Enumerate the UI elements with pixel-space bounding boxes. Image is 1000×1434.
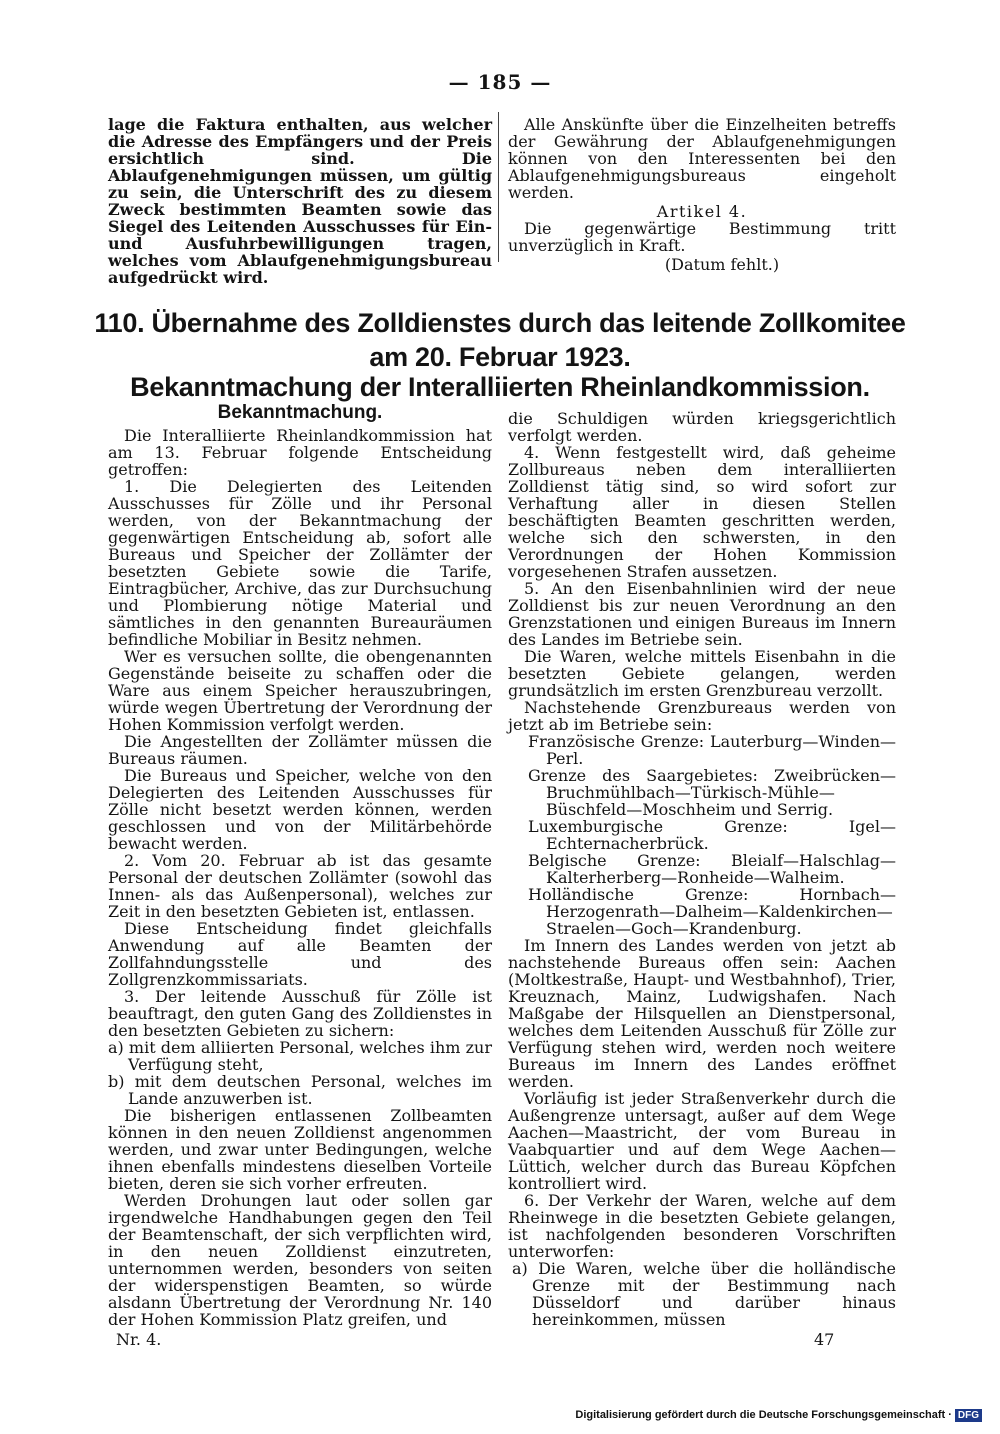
list-item: a) Die Waren, welche über die holländische Grenze mit der Bestimmung nach Düsseldorf und darüber hinaus hereinkommen, müssen bbox=[512, 1259, 896, 1329]
paragraph: 2. Vom 20. Februar ab ist das gesamte Personal der deutschen Zollämter (sowohl das Innen- als das Außenpersonal), welches zur Zeit in den besetzten Gebieten ist, entlassen. bbox=[108, 851, 492, 921]
paragraph: 1. Die Delegierten des Leitenden Ausschusses für Zölle und ihr Personal werden, von der Bekanntmachung der gegenwärtigen Entscheidung ab, sofort alle Bureaus und Speicher der Zollämter der besetzten Gebiete sowie die Tarife, Eintragbücher, Archive, das zur Durchsuchung und Plombierung nötige Material und sämtliches in den genannten Bureauräumen befindliche Mobiliar in Besitz nehmen. bbox=[108, 477, 492, 649]
border-station-entry: Französische Grenze: Lauterburg—Winden—Perl. bbox=[528, 732, 896, 768]
paragraph: Die bisherigen entlassenen Zollbeamten können in den neuen Zolldienst angenommen werden, und zwar unter Bedingungen, welche ihnen ebenfalls mindestens dieselben Vorteile bieten, deren sie sich vorher erfreuten. bbox=[108, 1106, 492, 1193]
paragraph: 3. Der leitende Ausschuß für Zölle ist beauftragt, den guten Gang des Zolldienstes in den besetzten Gebieten zu sichern: bbox=[108, 987, 492, 1040]
border-station-entry: Grenze des Saargebietes: Zweibrücken—Bruchmühlbach—Türkisch-Mühle—Büschfeld—Moschheim und Serrig. bbox=[528, 766, 896, 819]
credit-text: Digitalisierung gefördert durch die Deutsche Forschungsgemeinschaft · bbox=[575, 1409, 952, 1421]
paragraph: Wer es versuchen sollte, die obengenannten Gegenstände beiseite zu schaffen oder die Ware aus einem Speicher herauszubringen, würde wegen Übertretung der Verordnung der Hohen Kommission verfolgt werden. bbox=[108, 647, 492, 734]
column-divider bbox=[498, 112, 499, 262]
paragraph: die Schuldigen würden kriegsgerichtlich verfolgt werden. bbox=[508, 409, 896, 445]
paragraph: Vorläufig ist jeder Straßenverkehr durch die Außengrenze untersagt, außer auf dem Wege Aachen—Maastricht, der vom Bureau in Vaabquartier und auf dem Wege Aachen—Lüttich, welcher durch das Bureau Köpfchen kontrolliert wird. bbox=[508, 1089, 896, 1193]
paragraph: 4. Wenn festgestellt wird, daß geheime Zollbureaus neben dem interalliierten Zolldienst tätig sind, so wird sofort zur Verhaftung aller in diesen Stellen beschäftigten Beamten geschritten werden, welche sich den schwersten, in den Verordnungen der Hohen Kommission vorgesehenen Strafen aussetzen. bbox=[508, 443, 896, 581]
paragraph: Die Interalliierte Rheinlandkommission hat am 13. Februar folgende Entscheidung getroffen: bbox=[108, 426, 492, 479]
page-number: — 185 — bbox=[448, 70, 552, 94]
continued-text-right bbox=[508, 116, 896, 273]
continued-text-left: lage die Faktura enthalten, aus welcher die Adresse des Empfängers und der Preis ersichtlich sind. Die Ablaufgenehmigungen müssen, um gültig zu sein, die Unterschrift des zu diesem Zweck bestimmten Beamten sowie das Siegel des Leitenden Ausschusses für Ein- und Ausfuhrbewilligungen tragen, welches vom Ablaufgenehmigungsbureau aufgedrückt wird. bbox=[108, 115, 492, 287]
dfg-logo-icon: DFG bbox=[955, 1409, 982, 1422]
paragraph: Im Innern des Landes werden von jetzt ab nachstehende Bureaus offen sein: Aachen (Moltkestraße, Haupt- und Westbahnhof), Trier, Kreuznach, Mainz, Ludwigshafen. Nach Maßgabe der Hilsquellen an Dienstpersonal, welches dem Leitenden Ausschuß für Zölle zur Verfügung stehen wird, werden noch weitere Bureaus im Innern des Landes eröffnet werden. bbox=[508, 936, 896, 1091]
paragraph: Die Angestellten der Zollämter müssen die Bureaus räumen. bbox=[108, 732, 492, 768]
article-heading: Artikel 4. bbox=[656, 202, 748, 221]
right-column bbox=[508, 410, 896, 1328]
paragraph: Werden Drohungen laut oder sollen gar irgendwelche Handhabungen gegen den Teil der Beamtenschaft, der sich verpflichten wird, in den neuen Zolldienst einzutreten, unternommen werden, besonders von seiten der widerspenstigen Beamten, so würde alsdann Übertretung der Verordnung Nr. 140 der Hohen Kommission Platz greifen, und bbox=[108, 1191, 492, 1329]
paragraph: Diese Entscheidung findet gleichfalls Anwendung auf alle Beamten der Zollfahndungsstelle und des Zollgrenzkommissariats. bbox=[108, 919, 492, 989]
article-text: Die gegenwärtige Bestimmung tritt unverzüglich in Kraft. bbox=[508, 219, 896, 255]
paragraph: 5. An den Eisenbahnlinien wird der neue Zolldienst bis zur neuen Verordnung an den Grenzstationen und einigen Bureaus im Innern des Landes im Betriebe sein. bbox=[508, 579, 896, 649]
right-intro-paragraph: Alle Anskünfte über die Einzelheiten betreffs der Gewährung der Ablaufgenehmigungen können von den Interessenten bei den Ablaufgenehmigungsbureaus eingeholt werden. bbox=[508, 115, 896, 202]
left-column bbox=[108, 404, 492, 1328]
paragraph: Nachstehende Grenzbureaus werden von jetzt ab im Betriebe sein: bbox=[508, 698, 896, 734]
section-subtitle: Bekanntmachung der Interalliierten Rheinlandkommission. bbox=[130, 372, 870, 402]
section-date: am 20. Februar 1923. bbox=[369, 342, 631, 372]
list-item: b) mit dem deutschen Personal, welches im Lande anzuwerben ist. bbox=[108, 1072, 492, 1108]
paragraph: Die Bureaus und Speicher, welche von den Delegierten des Leitenden Ausschusses für Zölle nicht besetzt werden können, werden geschlossen und von der Militärbehörde bewacht werden. bbox=[108, 766, 492, 853]
paragraph: 6. Der Verkehr der Waren, welche auf dem Rheinwege in die besetzten Gebiete gelangen, ist nachfolgenden besonderen Vorschriften unterworfen: bbox=[508, 1191, 896, 1261]
paragraph: Die Waren, welche mittels Eisenbahn in die besetzten Gebiete gelangen, werden grundsätzlich im ersten Grenzbureau verzollt. bbox=[508, 647, 896, 700]
section-title: 110. Übernahme des Zolldienstes durch das leitende Zollkomitee bbox=[94, 308, 906, 338]
list-item: a) mit dem alliierten Personal, welches ihm zur Verfügung steht, bbox=[108, 1038, 492, 1074]
border-station-entry: Holländische Grenze: Hornbach—Herzogenrath—Dalheim—Kaldenkirchen—Straelen—Goch—Krandenburg. bbox=[528, 885, 896, 938]
announcement-heading: Bekanntmachung. bbox=[217, 402, 383, 423]
issue-number: Nr. 4. bbox=[116, 1330, 162, 1349]
sheet-number: 47 bbox=[814, 1330, 835, 1349]
digitization-credit bbox=[575, 1409, 982, 1422]
date-note: (Datum fehlt.) bbox=[664, 255, 780, 274]
border-station-entry: Belgische Grenze: Bleialf—Halschlag—Kalterherberg—Ronheide—Walheim. bbox=[528, 851, 896, 887]
border-station-entry: Luxemburgische Grenze: Igel—Echternacherbrück. bbox=[528, 817, 896, 853]
